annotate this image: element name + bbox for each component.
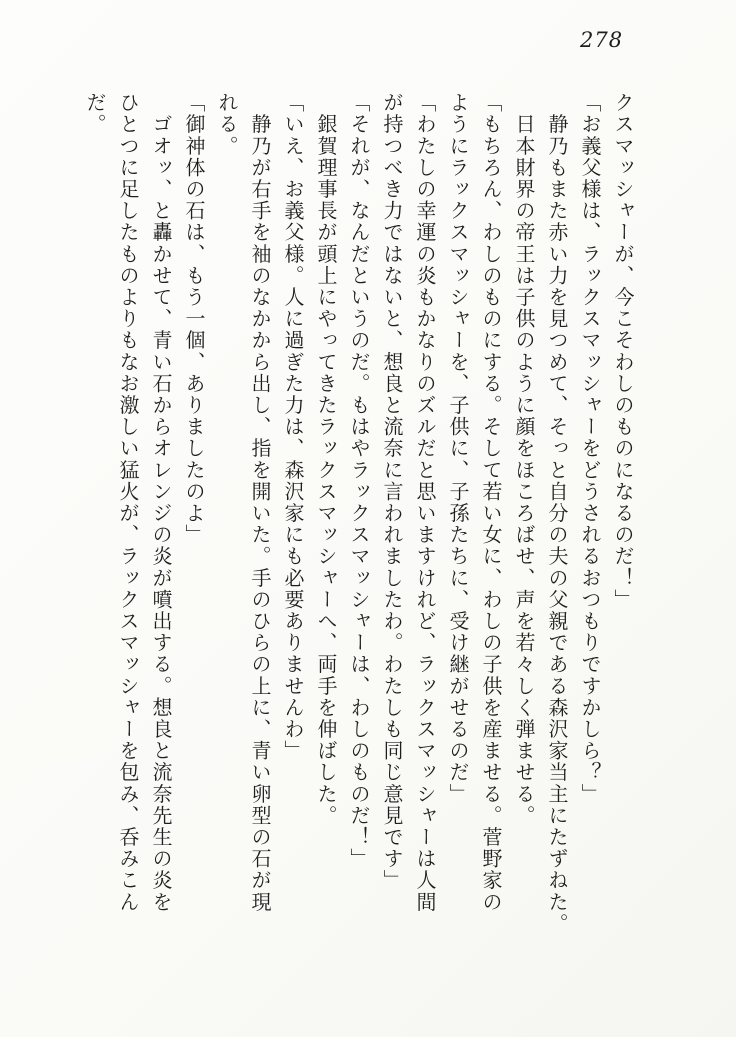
body-text	[78, 92, 639, 937]
text-column: 「わたしの幸運の炎もかなりのズルだと思いますけれど、ラックスマッシャーは人間	[413, 92, 437, 913]
text-column: 「もちろん、わしのものにする。そして若い女に、わしの子供を産ませる。菅野家の	[479, 92, 503, 913]
text-column: 「御神体の石は、もう一個、ありましたのよ」	[182, 92, 206, 546]
text-column: ひとつに足したものよりもなお激しい猛火が、ラックスマッシャーを包み、呑みこん	[116, 92, 140, 913]
text-column: 「それが、なんだというのだ。もはやラックスマッシャーは、わしのものだ！」	[347, 92, 371, 870]
text-column: 日本財界の帝王は子供のように顔をほころばせ、声を若々しく弾ませる。	[512, 92, 536, 827]
text-column: れる。	[215, 92, 239, 157]
text-column: が持つべき力ではないと、想良と流奈に言われましたわ。わたしも同じ意見です」	[380, 92, 404, 892]
text-column: ようにラックスマッシャーを、子供に、子孫たちに、受け継がせるのだ」	[446, 92, 470, 805]
text-column: 「いえ、お義父様。人に過ぎた力は、森沢家にも必要ありませんわ」	[281, 92, 305, 762]
text-column: クスマッシャーが、今こそわしのものになるのだ！」	[611, 92, 635, 611]
page-number: 278	[580, 28, 624, 52]
text-column: 静乃もまた赤い力を見つめて、そっと自分の夫の父親である森沢家当主にたずねた。	[545, 92, 569, 935]
text-column: ゴオッ、と轟かせて、青い石からオレンジの炎が噴出する。想良と流奈先生の炎を	[149, 92, 173, 913]
text-column: だ。	[83, 92, 107, 136]
text-column: 銀賀理事長が頭上にやってきたラックスマッシャーへ、両手を伸ばした。	[314, 92, 338, 827]
text-column: 静乃が右手を袖のなかから出し、指を開いた。手のひらの上に、青い卵型の石が現	[248, 92, 272, 913]
text-column: 「お義父様は、ラックスマッシャーをどうされるおつもりですかしら？」	[578, 92, 602, 805]
